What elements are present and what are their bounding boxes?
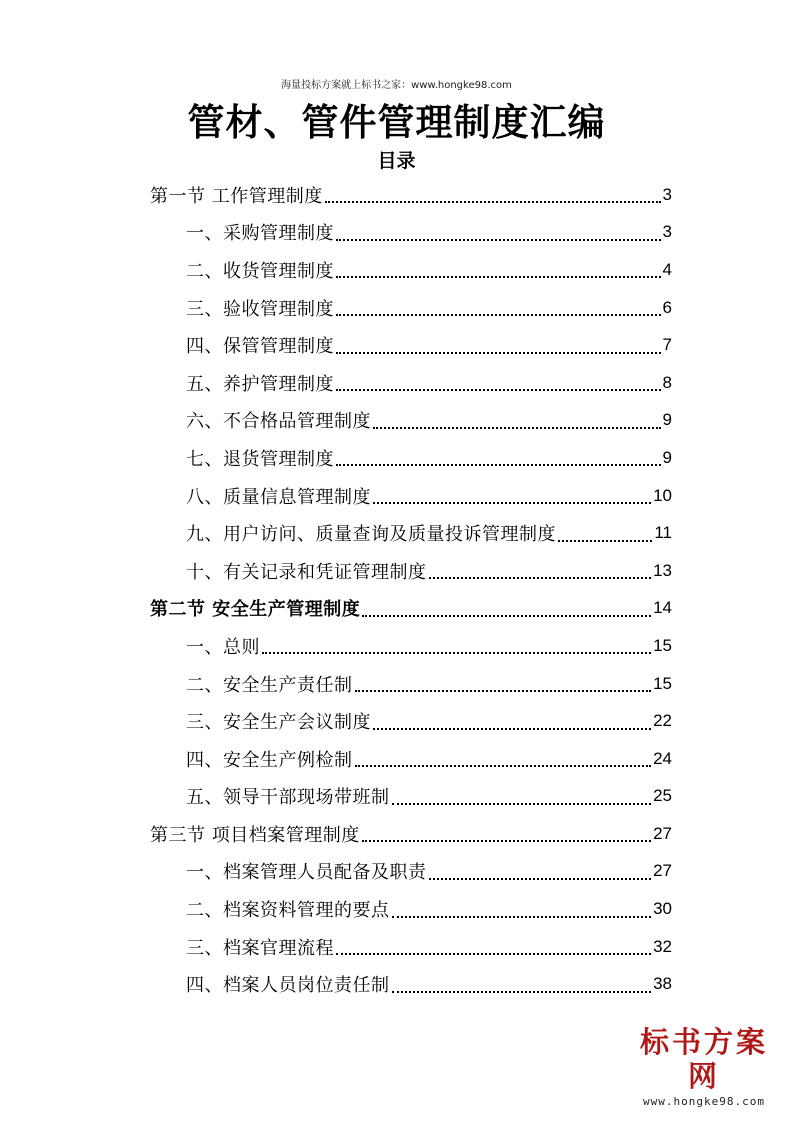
toc-leader-dots xyxy=(362,839,651,842)
toc-page-number: 27 xyxy=(653,823,672,843)
toc-subsection-entry[interactable] xyxy=(150,326,672,364)
toc-page-number: 6 xyxy=(662,297,672,317)
toc-leader-dots xyxy=(355,689,652,692)
toc-entry-label: 五、领导干部现场带班制 xyxy=(186,787,390,809)
toc-section-entry[interactable] xyxy=(150,176,672,214)
toc-subsection-entry[interactable] xyxy=(150,740,672,778)
toc-subsection-entry[interactable] xyxy=(150,289,672,327)
toc-entry-label: 三、档案官理流程 xyxy=(186,937,334,959)
toc-subsection-entry[interactable] xyxy=(150,702,672,740)
toc-page-number: 15 xyxy=(653,635,672,655)
toc-page-number: 10 xyxy=(653,485,672,505)
toc-page-number: 14 xyxy=(653,598,672,618)
toc-page-number: 32 xyxy=(653,936,672,956)
toc-subsection-entry[interactable] xyxy=(150,514,672,552)
toc-entry-label: 二、安全生产责任制 xyxy=(186,674,353,696)
toc-subsection-entry[interactable] xyxy=(150,402,672,440)
table-of-contents xyxy=(150,176,672,1003)
toc-entry-label: 二、档案资料管理的要点 xyxy=(186,900,390,922)
toc-entry-label: 六、不合格品管理制度 xyxy=(186,411,371,433)
toc-leader-dots xyxy=(392,990,652,993)
watermark-url: www.hongke98.com xyxy=(643,1095,765,1108)
toc-leader-dots xyxy=(336,351,661,354)
toc-page-number: 8 xyxy=(662,372,672,392)
toc-page-number: 7 xyxy=(662,335,672,355)
toc-section-entry[interactable] xyxy=(150,590,672,628)
toc-page-number: 9 xyxy=(662,447,672,467)
toc-leader-dots xyxy=(355,764,652,767)
toc-subsection-entry[interactable] xyxy=(150,627,672,665)
watermark-brand: 标书方案网 xyxy=(639,1025,768,1093)
toc-subsection-entry[interactable] xyxy=(150,439,672,477)
toc-subsection-entry[interactable] xyxy=(150,928,672,966)
document-title: 管材、管件管理制度汇编 xyxy=(187,101,606,144)
toc-subsection-entry[interactable] xyxy=(150,778,672,816)
header-note: 海量投标方案就上标书之家：www.hongke98.com xyxy=(281,80,512,91)
toc-leader-dots xyxy=(373,727,651,730)
toc-page-number: 27 xyxy=(653,861,672,881)
toc-entry-label: 第一节 工作管理制度 xyxy=(150,185,323,207)
toc-leader-dots xyxy=(336,388,661,391)
toc-entry-label: 三、安全生产会议制度 xyxy=(186,712,371,734)
toc-page-number: 24 xyxy=(653,748,672,768)
toc-leader-dots xyxy=(373,501,651,504)
toc-page-number: 30 xyxy=(653,899,672,919)
toc-subsection-entry[interactable] xyxy=(150,965,672,1003)
toc-page-number: 9 xyxy=(662,410,672,430)
toc-leader-dots xyxy=(392,915,652,918)
toc-entry-label: 一、档案管理人员配备及职责 xyxy=(186,862,427,884)
toc-entry-label: 二、收货管理制度 xyxy=(186,260,334,282)
toc-entry-label: 四、安全生产例检制 xyxy=(186,749,353,771)
toc-page-number: 15 xyxy=(653,673,672,693)
toc-subsection-entry[interactable] xyxy=(150,214,672,252)
toc-page-number: 4 xyxy=(662,259,672,279)
toc-page-number: 22 xyxy=(653,711,672,731)
toc-page-number: 25 xyxy=(653,786,672,806)
toc-entry-label: 第三节 项目档案管理制度 xyxy=(150,824,360,846)
toc-entry-label: 一、总则 xyxy=(186,636,260,658)
toc-section-entry[interactable] xyxy=(150,815,672,853)
toc-entry-label: 五、养护管理制度 xyxy=(186,373,334,395)
toc-page-number: 3 xyxy=(662,184,672,204)
toc-leader-dots xyxy=(336,952,651,955)
toc-subsection-entry[interactable] xyxy=(150,890,672,928)
toc-entry-label: 八、质量信息管理制度 xyxy=(186,486,371,508)
toc-heading: 目录 xyxy=(377,150,416,172)
toc-leader-dots xyxy=(392,802,652,805)
toc-entry-label: 三、验收管理制度 xyxy=(186,298,334,320)
toc-subsection-entry[interactable] xyxy=(150,364,672,402)
watermark-logo xyxy=(629,1025,779,1108)
toc-leader-dots xyxy=(336,238,661,241)
toc-page-number: 11 xyxy=(654,523,672,543)
toc-entry-label: 十、有关记录和凭证管理制度 xyxy=(186,561,427,583)
toc-subsection-entry[interactable] xyxy=(150,251,672,289)
toc-leader-dots xyxy=(429,877,652,880)
toc-page-number: 13 xyxy=(653,560,672,580)
toc-leader-dots xyxy=(336,313,661,316)
toc-leader-dots xyxy=(558,539,652,542)
toc-entry-label: 四、档案人员岗位责任制 xyxy=(186,975,390,997)
toc-page-number: 38 xyxy=(653,974,672,994)
toc-page-number: 3 xyxy=(662,222,672,242)
toc-entry-label: 九、用户访问、质量查询及质量投诉管理制度 xyxy=(186,524,556,546)
toc-leader-dots xyxy=(336,463,661,466)
toc-leader-dots xyxy=(262,651,651,654)
toc-leader-dots xyxy=(325,200,661,203)
toc-subsection-entry[interactable] xyxy=(150,552,672,590)
toc-entry-label: 四、保管管理制度 xyxy=(186,336,334,358)
toc-leader-dots xyxy=(336,275,661,278)
toc-leader-dots xyxy=(362,614,651,617)
toc-subsection-entry[interactable] xyxy=(150,853,672,891)
toc-leader-dots xyxy=(373,426,661,429)
toc-entry-label: 七、退货管理制度 xyxy=(186,448,334,470)
toc-subsection-entry[interactable] xyxy=(150,665,672,703)
toc-leader-dots xyxy=(429,576,652,579)
toc-subsection-entry[interactable] xyxy=(150,477,672,515)
toc-entry-label: 第二节 安全生产管理制度 xyxy=(150,599,361,621)
toc-entry-label: 一、采购管理制度 xyxy=(186,223,334,245)
